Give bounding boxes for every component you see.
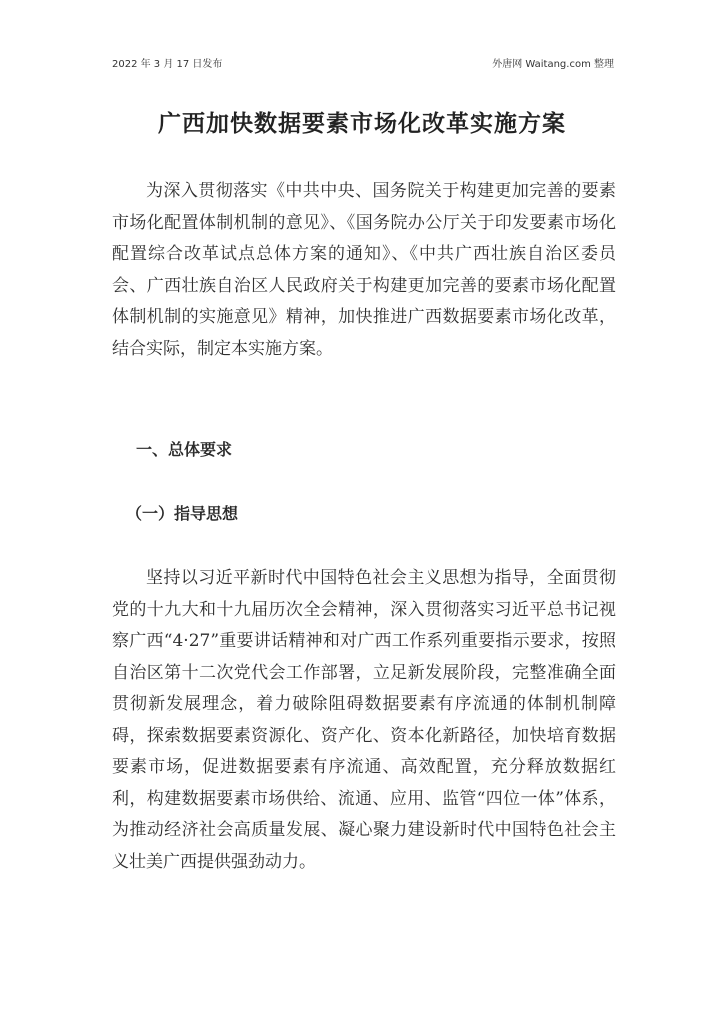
section-heading: 一、总体要求	[136, 440, 233, 459]
source-note: 外唐网 Waitang.com 整理	[492, 59, 614, 70]
page-header	[112, 55, 614, 69]
publish-date: 2022 年 3 月 17 日发布	[112, 59, 223, 70]
intro-paragraph: 为深入贯彻落实《中共中央、国务院关于构建更加完善的要素市场化配置体制机制的意见》、《国务院办公厅关于印发要素市场化配置综合改革试点总体方案的通知》、《中共广西壮族自治区委员会、广西壮族自治区人民政府关于构建更加完善的要素市场化配置体制机制的实施意见》精神，加快推进广西数据要素市场化改革，结合实际，制定本实施方案。	[112, 181, 616, 359]
subsection-heading: （一）指导思想	[126, 504, 239, 523]
document-title: 广西加快数据要素市场化改革实施方案	[158, 111, 566, 137]
guiding-principle-paragraph: 坚持以习近平新时代中国特色社会主义思想为指导，全面贯彻党的十九大和十九届历次全会精神，深入贯彻落实习近平总书记视察广西“4·27”重要讲话精神和对广西工作系列重要指示要求，按照自治区第十二次党代会工作部署，立足新发展阶段，完整准确全面贯彻新发展理念，着力破除阻碍数据要素有序流通的体制机制障碍，探索数据要素资源化、资产化、资本化新路径，加快培育数据要素市场，促进数据要素有序流通、高效配置，充分释放数据红利，构建数据要素市场供给、流通、应用、监管“四位一体”体系，为推动经济社会高质量发展、凝心聚力建设新时代中国特色社会主义壮美广西提供强劲动力。	[112, 568, 616, 872]
